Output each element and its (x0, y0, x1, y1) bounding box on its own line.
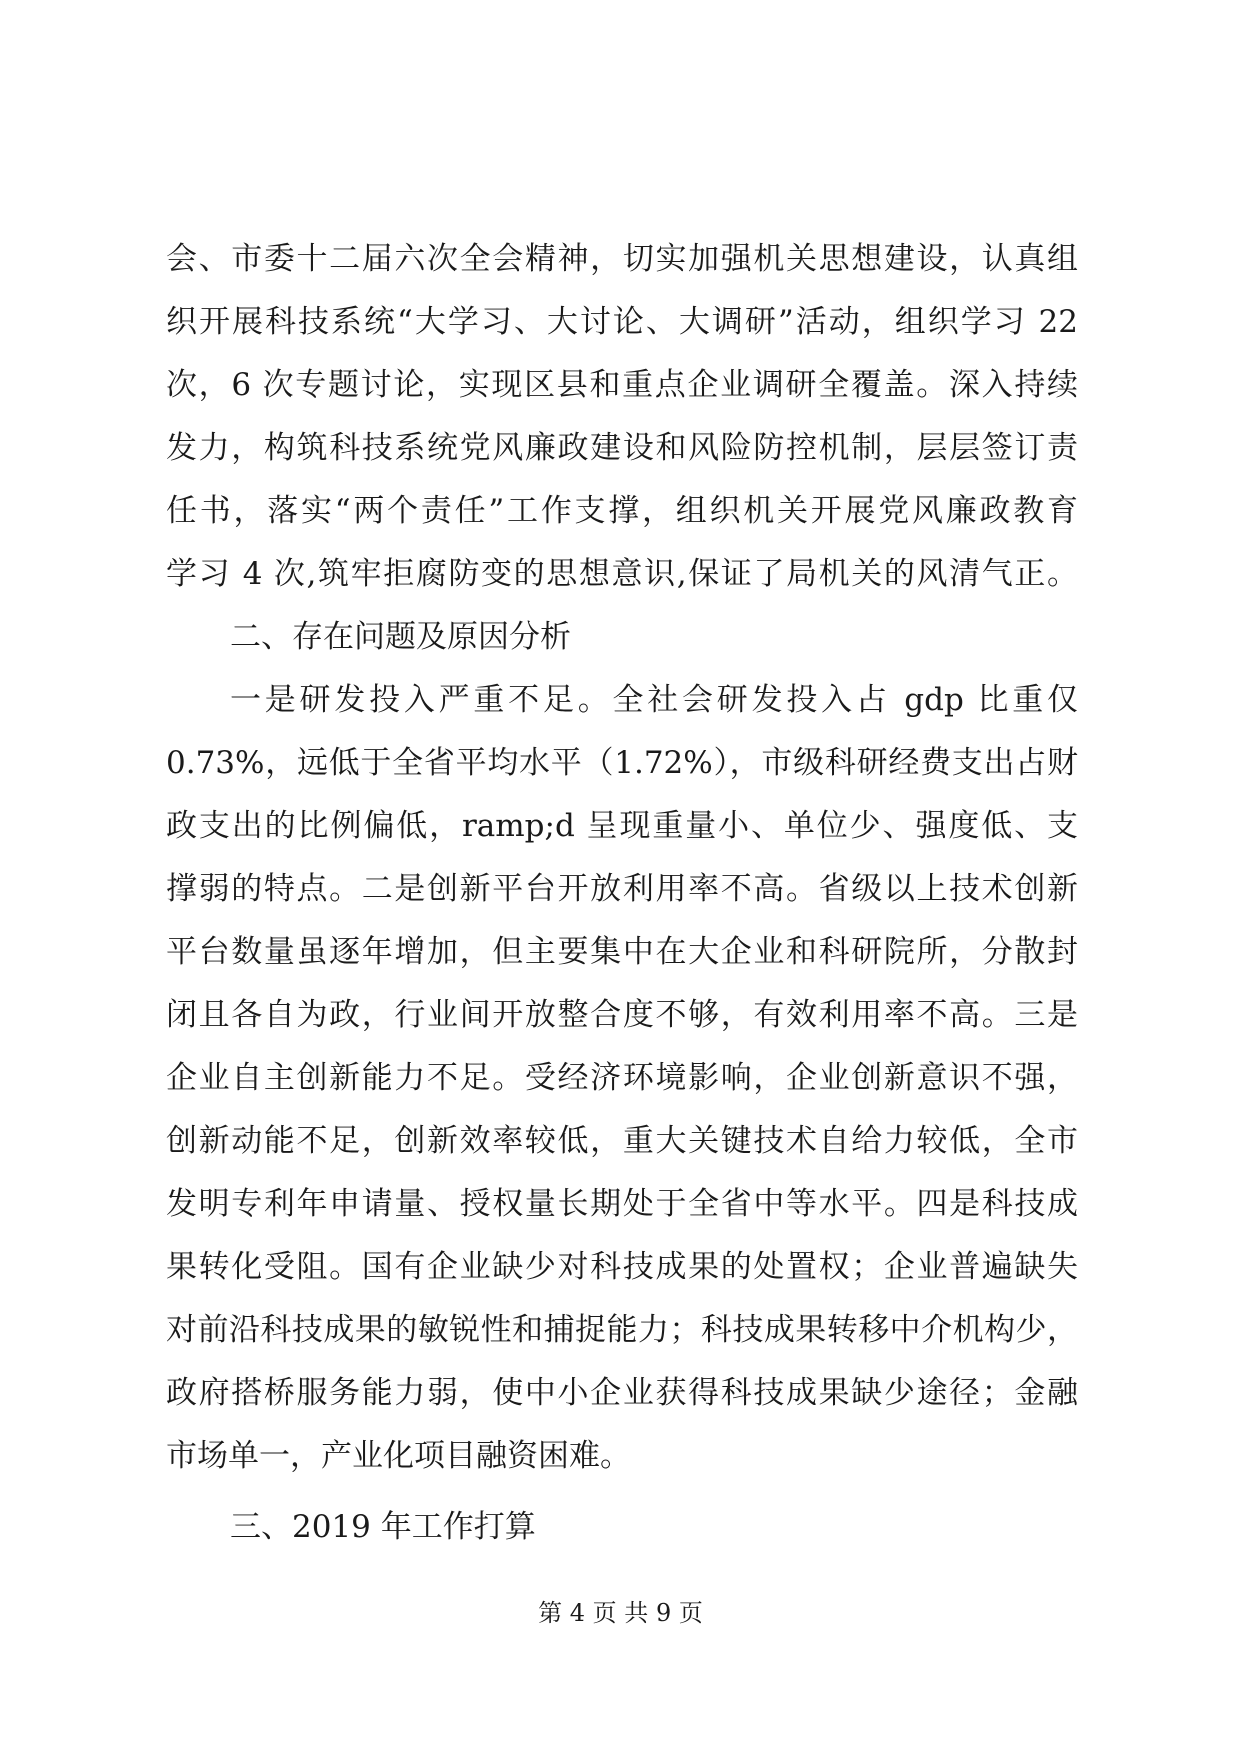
text-line: 平台数量虽逐年增加，但主要集中在大企业和科研院所，分散封 (166, 934, 1078, 970)
page-number-footer: 第 4 页 共 9 页 (538, 1599, 703, 1627)
text-line: 任书，落实“两个责任”工作支撑，组织机关开展党风廉政教育 (166, 493, 1078, 529)
section-heading: 二、存在问题及原因分析 (230, 619, 571, 655)
text-line: 创新动能不足，创新效率较低，重大关键技术自给力较低，全市 (166, 1123, 1078, 1159)
text-line: 会、市委十二届六次全会精神，切实加强机关思想建设，认真组 (166, 241, 1078, 277)
text-line: 政支出的比例偏低，ramp;d 呈现重量小、单位少、强度低、支 (166, 808, 1078, 844)
text-line: 0.73%，远低于全省平均水平（1.72%），市级科研经费支出占财 (166, 745, 1078, 781)
text-line: 政府搭桥服务能力弱，使中小企业获得科技成果缺少途径；金融 (166, 1375, 1078, 1411)
text-line: 次，6 次专题讨论，实现区县和重点企业调研全覆盖。深入持续 (166, 367, 1078, 403)
text-line: 企业自主创新能力不足。受经济环境影响，企业创新意识不强， (166, 1060, 1078, 1096)
text-line: 对前沿科技成果的敏锐性和捕捉能力；科技成果转移中介机构少， (166, 1312, 1078, 1348)
text-line: 撑弱的特点。二是创新平台开放利用率不高。省级以上技术创新 (166, 871, 1078, 907)
text-line: 市场单一，产业化项目融资困难。 (166, 1438, 631, 1474)
text-line: 闭且各自为政，行业间开放整合度不够，有效利用率不高。三是 (166, 997, 1078, 1033)
body-text (166, 228, 1078, 1559)
text-line: 发力，构筑科技系统党风廉政建设和风险防控机制，层层签订责 (166, 430, 1078, 466)
text-line: 一是研发投入严重不足。全社会研发投入占 gdp 比重仅 (230, 682, 1078, 718)
text-line: 果转化受阻。国有企业缺少对科技成果的处置权；企业普遍缺失 (166, 1249, 1078, 1285)
text-line: 织开展科技系统“大学习、大讨论、大调研”活动，组织学习 22 (166, 304, 1078, 340)
text-line: 发明专利年申请量、授权量长期处于全省中等水平。四是科技成 (166, 1186, 1078, 1222)
text-line: 学习 4 次,筑牢拒腐防变的思想意识,保证了局机关的风清气正。 (166, 556, 1078, 592)
section-heading: 三、2019 年工作打算 (230, 1509, 536, 1545)
